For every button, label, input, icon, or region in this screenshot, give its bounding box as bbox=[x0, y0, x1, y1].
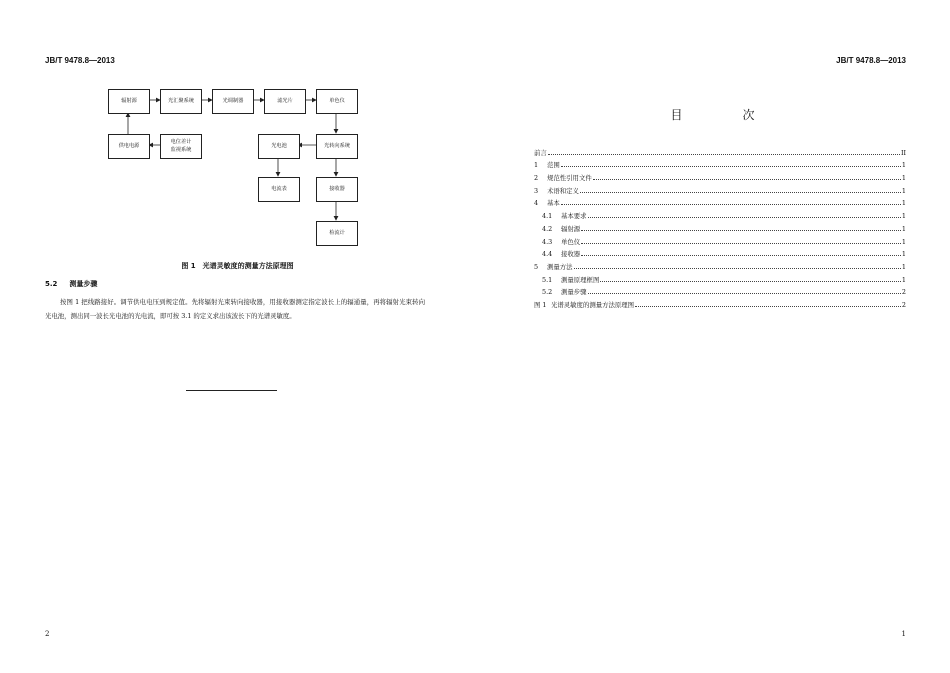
toc-entry-text: 基本要求 bbox=[561, 212, 587, 221]
box-photocell: 光电池 bbox=[258, 134, 300, 159]
potentiometer-label-line1: 电位差计 bbox=[170, 139, 192, 146]
toc-entry-label bbox=[534, 198, 560, 207]
right-page-number: 1 bbox=[901, 630, 906, 638]
toc-leader-dots bbox=[588, 217, 901, 218]
toc-leader-dots bbox=[574, 268, 901, 269]
toc-entry-label bbox=[534, 237, 580, 246]
box-beam-steering: 光转向系统 bbox=[316, 134, 358, 159]
toc-entry-text: 辐射源 bbox=[561, 224, 581, 233]
toc-entry-label bbox=[534, 249, 580, 258]
toc-entry[interactable] bbox=[534, 284, 906, 297]
box-potentiometer bbox=[160, 134, 202, 159]
toc-entry-text: 测量方法 bbox=[547, 262, 573, 271]
toc-entry[interactable] bbox=[534, 182, 906, 195]
toc-entry-label bbox=[534, 173, 592, 182]
toc-entry-page: 1 bbox=[901, 250, 906, 259]
box-detector-meter: 检流计 bbox=[316, 221, 358, 246]
figure-caption: 图 1 光谱灵敏度的测量方法原理图 bbox=[181, 262, 294, 270]
toc-entry-label bbox=[534, 224, 580, 233]
section-paragraph: 按图 1 把线路接好。调节供电电压到规定值。先将辐射光束转向接收器，用接收器测定指定波长上的辐通量，再将辐射光束转向光电池，测出同一波长光电池的光电流，即可按 3.1 的定义求出该波长下的光谱灵敏度。 bbox=[45, 298, 425, 320]
toc-entry-page: 2 bbox=[901, 300, 906, 309]
box-monochromator: 单色仪 bbox=[316, 89, 358, 114]
toc-entry-text: 光谱灵敏度的测量方法原理图 bbox=[551, 300, 635, 309]
toc-entry[interactable] bbox=[534, 144, 906, 157]
toc-entry-page: II bbox=[900, 148, 906, 157]
toc-entry[interactable] bbox=[534, 271, 906, 284]
toc-leader-dots bbox=[561, 204, 901, 205]
toc-entry-text: 接收器 bbox=[561, 250, 581, 259]
toc-entry-page: 1 bbox=[901, 237, 906, 246]
toc-entry-page: 1 bbox=[901, 199, 906, 208]
toc-entry[interactable] bbox=[534, 207, 906, 220]
toc-entry-label bbox=[534, 186, 579, 195]
toc-entry-text: 测量步骤 bbox=[561, 288, 587, 297]
box-receiver: 接收器 bbox=[316, 177, 358, 202]
toc-entry-label bbox=[534, 211, 587, 220]
toc-leader-dots bbox=[581, 243, 901, 244]
toc-entry-number: 4.3 bbox=[542, 237, 553, 246]
right-page bbox=[475, 0, 950, 673]
toc-entry[interactable] bbox=[534, 220, 906, 233]
toc-entry-label bbox=[534, 275, 599, 284]
toc-entry-label bbox=[534, 148, 547, 157]
toc-entry-page: 1 bbox=[901, 212, 906, 221]
toc-entry[interactable] bbox=[534, 258, 906, 271]
toc-entry-number: 5 bbox=[534, 262, 539, 271]
toc-entry-page: 1 bbox=[901, 224, 906, 233]
box-power-supply: 供电电源 bbox=[108, 134, 150, 159]
toc-entry-number: 4.1 bbox=[542, 212, 553, 221]
toc-leader-dots bbox=[548, 154, 900, 155]
toc-leader-dots bbox=[561, 166, 901, 167]
potentiometer-label-line2: 监视系统 bbox=[170, 146, 192, 153]
toc-entry-number: 图 1 bbox=[534, 300, 547, 309]
toc-entry-number: 4.2 bbox=[542, 224, 553, 233]
section-heading bbox=[45, 279, 97, 289]
toc-entry-text: 单色仪 bbox=[561, 237, 581, 246]
toc-leader-dots bbox=[580, 192, 901, 193]
toc-entry-number: 2 bbox=[534, 174, 539, 183]
toc-entry-text: 前言 bbox=[534, 148, 547, 157]
left-page-number: 2 bbox=[45, 630, 50, 638]
toc-entry[interactable] bbox=[534, 169, 906, 182]
toc-entry-label bbox=[534, 160, 560, 169]
toc-entry-number: 5.2 bbox=[542, 288, 553, 297]
toc-entry-text: 基本 bbox=[547, 199, 560, 208]
toc-entry-number: 4 bbox=[534, 199, 539, 208]
toc-entry-text: 范围 bbox=[547, 161, 560, 170]
toc-title: 目 次 bbox=[670, 108, 779, 122]
toc-entry-label bbox=[534, 300, 634, 309]
toc-entry-number: 3 bbox=[534, 186, 539, 195]
toc-entry-page: 2 bbox=[901, 288, 906, 297]
toc-leader-dots bbox=[581, 230, 901, 231]
toc-entry-number: 1 bbox=[534, 161, 539, 170]
toc-entry-number: 4.4 bbox=[542, 250, 553, 259]
left-standard-code: JB/T 9478.8—2013 bbox=[45, 56, 115, 65]
toc-entry[interactable] bbox=[534, 157, 906, 170]
toc-entry-page: 1 bbox=[901, 262, 906, 271]
toc-leader-dots bbox=[635, 306, 901, 307]
toc-entry-label bbox=[534, 262, 573, 271]
toc-entry-text: 规范性引用文件 bbox=[547, 174, 592, 183]
box-filter: 滤光片 bbox=[264, 89, 306, 114]
box-condenser-system: 光汇聚系统 bbox=[160, 89, 202, 114]
toc-list bbox=[534, 144, 906, 309]
toc-leader-dots bbox=[581, 255, 901, 256]
toc-leader-dots bbox=[588, 293, 901, 294]
toc-entry-page: 1 bbox=[901, 186, 906, 195]
box-radiation-source: 辐射源 bbox=[108, 89, 150, 114]
toc-entry[interactable] bbox=[534, 246, 906, 259]
toc-entry-label bbox=[534, 287, 587, 296]
toc-entry-page: 1 bbox=[901, 174, 906, 183]
toc-leader-dots bbox=[600, 281, 901, 282]
toc-entry[interactable] bbox=[534, 195, 906, 208]
box-light-modulator: 光调制器 bbox=[212, 89, 254, 114]
section-number: 5.2 bbox=[45, 280, 58, 288]
toc-entry[interactable] bbox=[534, 296, 906, 309]
toc-leader-dots bbox=[593, 179, 901, 180]
toc-entry-text: 测量原理框图 bbox=[561, 275, 600, 284]
toc-entry-text: 术语和定义 bbox=[547, 186, 579, 195]
toc-entry-page: 1 bbox=[901, 161, 906, 170]
box-ammeter: 电流表 bbox=[258, 177, 300, 202]
right-standard-code: JB/T 9478.8—2013 bbox=[836, 56, 906, 65]
toc-entry[interactable] bbox=[534, 233, 906, 246]
toc-entry-number: 5.1 bbox=[542, 275, 553, 284]
end-rule bbox=[186, 390, 277, 391]
toc-entry-page: 1 bbox=[901, 275, 906, 284]
section-title: 测量步骤 bbox=[69, 280, 98, 288]
